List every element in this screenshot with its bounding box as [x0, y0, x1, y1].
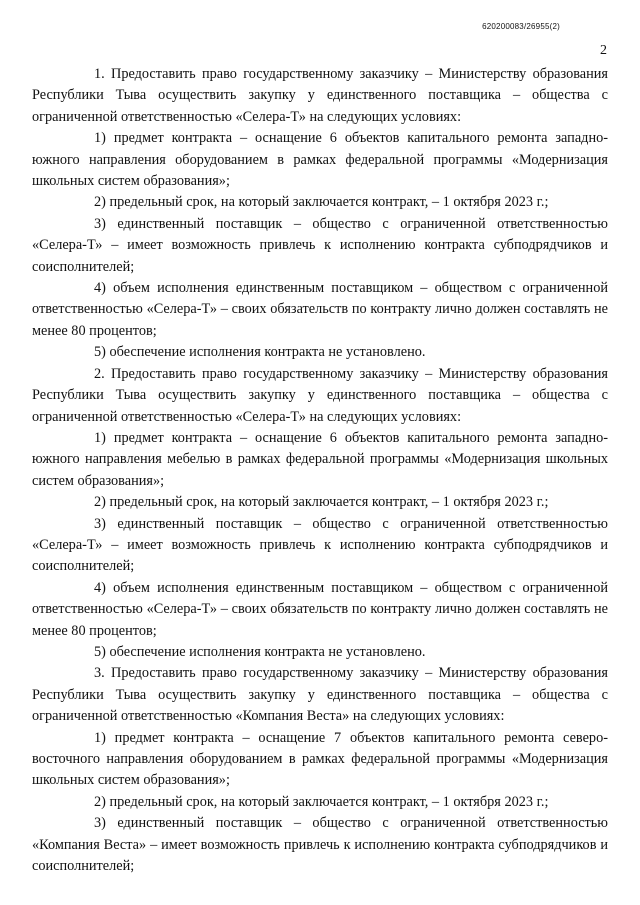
section-3-item-1: 1) предмет контракта – оснащение 7 объектов капитального ремонта северо-восточного направления оборудованием в рамках федеральной программы «Модернизация школьных систем образования»; [32, 729, 608, 789]
section-2-item-4: 4) объем исполнения единственным поставщиком – обществом с ограниченной ответственностью «Селера-Т» – своих обязательств по контракту лично должен составлять не менее 80 процентов; [32, 579, 608, 639]
section-2-item-1: 1) предмет контракта – оснащение 6 объектов капитального ремонта западно-южного направления мебелью в рамках федеральной программы «Модернизация школьных систем образования»; [32, 429, 608, 489]
section-2-item-5: 5) обеспечение исполнения контракта не установлено. [94, 643, 426, 660]
section-2-item-3: 3) единственный поставщик – общество с ограниченной ответственностью «Селера-Т» – имеет возможность привлечь к исполнению контракта субподрядчиков и соисполнителей; [32, 515, 608, 575]
document-id: 620200083/26955(2) [482, 22, 560, 31]
section-3-item-2: 2) предельный срок, на который заключается контракт, – 1 октября 2023 г.; [94, 793, 549, 810]
section-1-item-3: 3) единственный поставщик – общество с ограниченной ответственностью «Селера-Т» – имеет возможность привлечь к исполнению контракта субподрядчиков и соисполнителей; [32, 215, 608, 275]
section-1-item-4: 4) объем исполнения единственным поставщиком – обществом с ограниченной ответственностью «Селера-Т» – своих обязательств по контракту лично должен составлять не менее 80 процентов; [32, 280, 608, 339]
section-2-heading: 2. Предоставить право государственному заказчику – Министерству образования Республики Тыва осуществить закупку у единственного поставщика – общества с ограниченной ответственностью «Селера-Т» на следующих условиях: [32, 365, 608, 425]
section-1-heading: 1. Предоставить право государственному заказчику – Министерству образования Республики Тыва осуществить закупку у единственного поставщика – общества с ограниченной ответственностью «Селера-Т» на следующих условиях: [32, 66, 608, 125]
page-number: 2 [600, 43, 607, 58]
section-1-item-1: 1) предмет контракта – оснащение 6 объектов капитального ремонта западно-южного направления оборудованием в рамках федеральной программы «Модернизация школьных систем образования»; [32, 130, 608, 190]
section-1-item-2: 2) предельный срок, на который заключается контракт, – 1 октября 2023 г.; [94, 194, 549, 211]
document-body [32, 64, 608, 877]
section-3-item-3: 3) единственный поставщик – общество с ограниченной ответственностью «Компания Веста» – имеет возможность привлечь к исполнению контракта субподрядчиков и соисполнителей; [32, 815, 608, 875]
section-2-item-2: 2) предельный срок, на который заключается контракт, – 1 октября 2023 г.; [94, 494, 549, 511]
section-1-item-5: 5) обеспечение исполнения контракта не установлено. [94, 344, 426, 361]
section-3-heading: 3. Предоставить право государственному заказчику – Министерству образования Республики Тыва осуществить закупку у единственного поставщика – общества с ограниченной ответственностью «Компания Веста» на следующих условиях: [32, 665, 608, 725]
